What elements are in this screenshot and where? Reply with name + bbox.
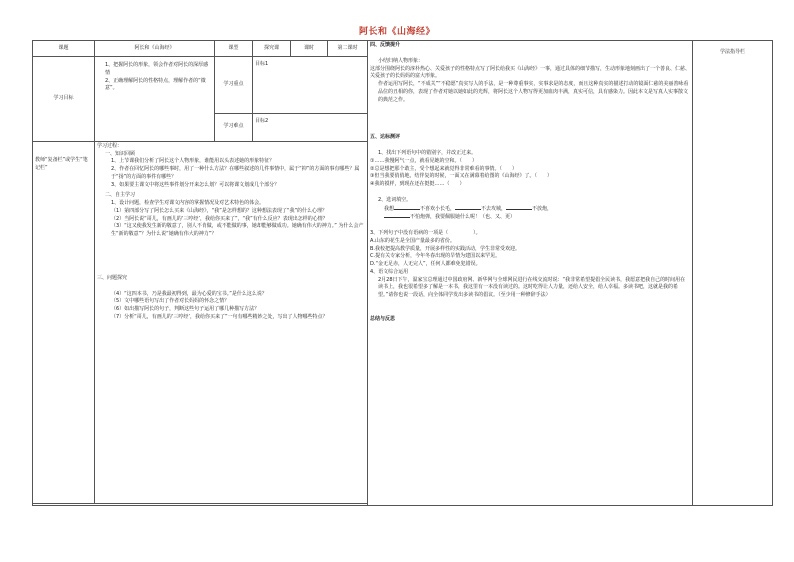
period-label: 课时	[291, 41, 328, 57]
topic-value: 阿长和《山海经》	[95, 41, 215, 57]
guide-column: 学法指导栏	[693, 41, 773, 506]
self-study-item: 1、设计问题，检查学生对课文内容的掌握情况及对艺术特色的体会。	[111, 200, 265, 206]
inquiry-item: （7）分析“哥儿，有画儿的‘三哼经’，我给你买来了”一句有哪些精妙之处，写出了人物哪些特点？	[111, 313, 328, 320]
question-1-item: ④我的摸样，到现在还在挺挺……（ ）	[370, 181, 465, 187]
goals-content	[95, 57, 215, 142]
question-3-option: B.我校把提高教学质量，开展多样性的实践活动，学生非常受欢迎。	[370, 245, 521, 252]
question-1-item: ①……我慢阿气一点，就看见她的空和。（ ）	[370, 157, 477, 164]
reflection-title: 总结与反思	[370, 315, 396, 322]
question-2-title: 2、选词填空。	[378, 196, 412, 203]
summary-text: 这部分围绕阿长的淳朴热心、关爱孩子的性格特点写了阿长给我买《山海经》一事，通过具体的细节描写，生动形象地刻画出了一个善良、仁慈、关爱孩子的长妈妈的富大形象。	[370, 65, 691, 80]
feedback-section-title: 四、反馈提升	[370, 42, 401, 48]
inquiry-item: （5）文中哪些语句写出了作者对长妈妈的怀念之情？	[111, 298, 230, 305]
question-1-item: ③但当我要俏俏地，结伴复的时候，一面又在满幕着给图的《山海经》了。（ ）	[370, 173, 552, 180]
question-3-option: C.提有关专家分析，今年冬春出现的旱情为建国以来罕见。	[370, 253, 501, 260]
self-study-item: （3）“这又使我发生新的敬意了，别人不肯做，或不能做的事，她却能够做成功。她确有伟大的神力。” 为什么会产生“新的敬意”？为什么说“她确有伟大的神力”？	[111, 223, 364, 237]
review-item: 3、如果要主课文中将这些事件划分开来怎么划？可以将课文划成几个部分？	[111, 181, 280, 188]
goal-item: 1、把握阿长的形象，领会作者对阿长的深厚感情	[105, 62, 209, 76]
question-3-option: A.山东的花生是全国产量最多的省份。	[370, 237, 455, 244]
key-value: 目标1	[253, 57, 368, 114]
note-column	[33, 141, 95, 503]
assessment-section-title: 五、达标测评	[370, 134, 401, 141]
goals-label: 学习目标	[33, 57, 95, 142]
self-study-title: 二、自主学习	[105, 192, 136, 199]
key-label: 学习重点	[215, 57, 253, 114]
question-1-title: 1、找出下列语句中的错别字，并改正过来。	[378, 150, 477, 156]
period-value: 第二课时	[328, 41, 368, 57]
question-2-line-1: 我想 不喜欢小长毛， 不去攻城， 不放炮，	[384, 205, 553, 212]
question-4-title: 4、语文综合运用	[370, 268, 409, 275]
type-label: 课型	[215, 41, 253, 57]
right-column	[368, 41, 693, 506]
type-value: 探究课	[253, 41, 291, 57]
fill-blank[interactable]	[394, 205, 420, 210]
review-item: 2、作者在回忆阿长的哪些事时，用了一种什么方法？在哪些叙述的几件事情中，属于“抑”的方面的事有哪些？属于“扬”的方面的事件有哪些？	[111, 166, 360, 180]
difficult-label: 学习难点	[215, 113, 253, 141]
process-heading: 学习过程：	[97, 142, 123, 149]
goal-item: 2、正确理解阿长的性格特点，理解作者的“微意”。	[105, 77, 206, 92]
review-item: 1、上节课我们分析了阿长这个人物形象，谁能用以头表述她的形象特征？	[111, 158, 275, 165]
topic-label: 课题	[33, 41, 95, 57]
summary-text-2: 作者运用写阿长，“不成关”“不稳愿”真实写人的手法，是一种尊重事实，实事求是的态度，而且这种真实的描述打动的镜面仁慈的美丽善咏看品位的丑相的你，表现了作者对她以她如此的光辉，将阿长这个人物写得更加血肉丰满，真实可信，具有感染力。因此本文是写真人实事散文的典范之作。	[378, 81, 689, 103]
question-3-title: 3、下列句子中没有语病的一项是（ ）。	[370, 230, 481, 236]
self-study-item: （1）第四部分写了阿长怎么买来《山海经》，“我”是怎样想的？这种想法表现了“我”的什么心理？	[111, 207, 328, 214]
document-title: 阿长和《山海经》	[358, 27, 435, 37]
process-content	[95, 141, 368, 503]
inquiry-item: （6）如出描写阿长的句子，判断这些句子运用了哪几种描写方法？	[111, 306, 260, 312]
difficult-value: 目标2	[253, 113, 368, 141]
question-4-text: 2月28日下午，温家宝总理通过中国政府网、新华网与全球网民进行在线交流时说：“我非常希望提倡全民读书，我愿意把我自己的时间用在读书上，我也很希望多了解是一本书，我这里有一本没有读过的。这时吃得让人力量，还给人安全，给人幸福。多读书吧，这就是我的希望。”请你也说一段话，向全体同学发出多读书的倡议。（至少用一种修辞手法）	[378, 276, 686, 298]
review-title: 一、知识回顾	[105, 150, 136, 157]
inquiry-title: 三、问题探究	[97, 274, 128, 281]
inquiry-item: （4）“这四本书，乃是我最初得到，最为心爱的宝书。”是什么这么说？	[111, 290, 267, 297]
question-2-line-2: 不怕炮弹，我要佩服她什么呢！（也、又、更）	[370, 213, 690, 222]
question-1-item: ②总是想把那个敢主，受个想起来就觉得非常难看的事情。（ ）	[370, 165, 517, 172]
fill-blank[interactable]	[506, 205, 532, 210]
fill-blank[interactable]	[384, 213, 410, 218]
question-3-option: D.“金无足赤，人无完人”，任何人都难免犯错误。	[370, 261, 481, 267]
fill-blank[interactable]	[455, 205, 481, 210]
self-study-item: （2）当阿长说“哥儿，有画儿的‘三哼经’，我给你买来了”，“我”有什么反应？表现出怎样的心情？	[111, 215, 328, 222]
lesson-plan-table	[32, 40, 773, 506]
note-label: 教师“复备栏”或学生“笔记栏”	[35, 156, 88, 171]
header-row	[33, 41, 773, 57]
summary-heading: 小结归纳人物形象：	[378, 57, 424, 64]
